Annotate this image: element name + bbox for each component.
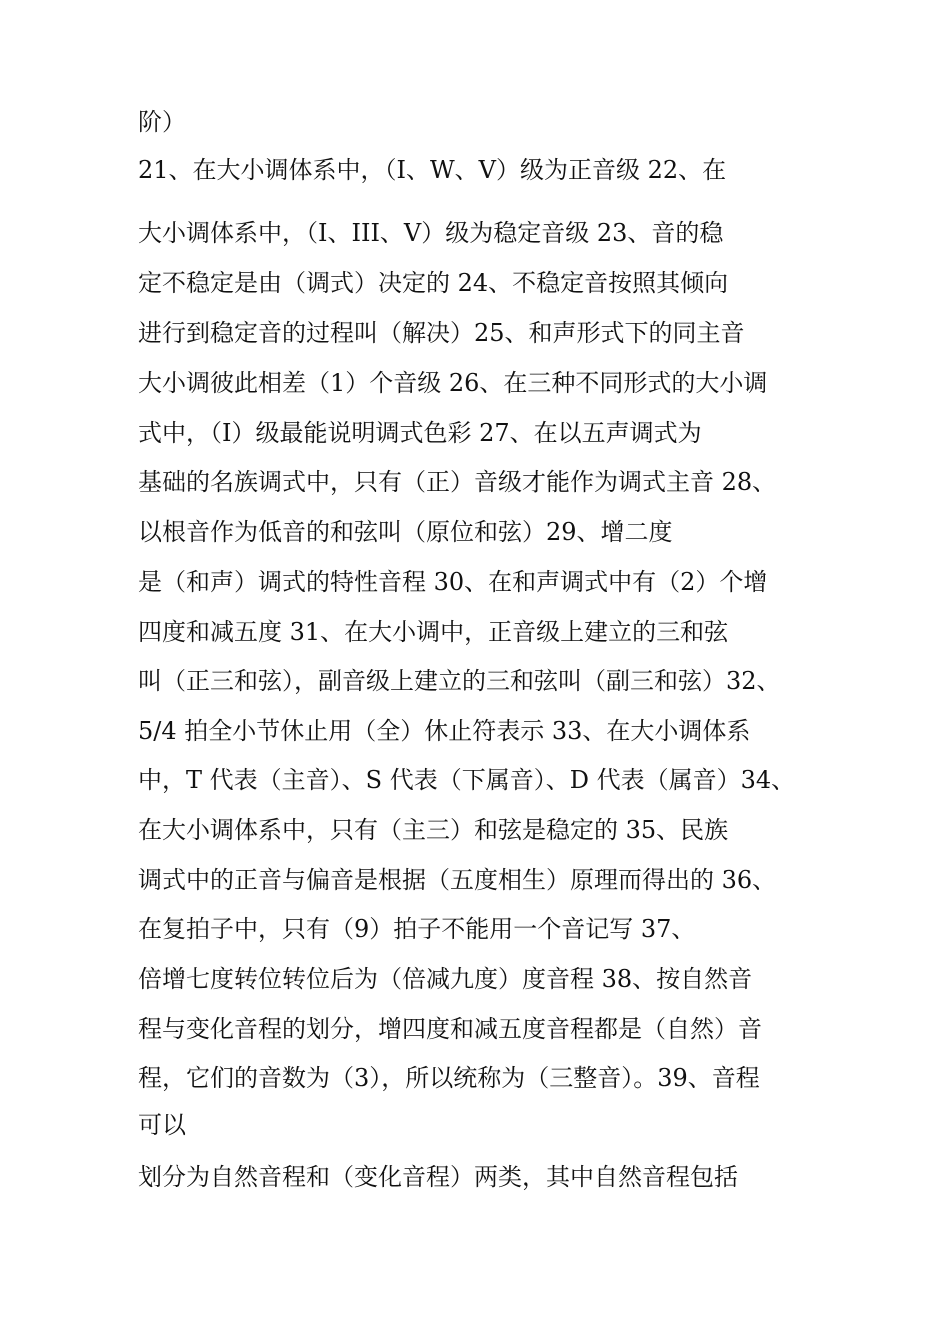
text-line: 程，它们的音数为（3），所以统称为（三整音）。39、音程	[138, 1064, 760, 1092]
text-line: 可以	[138, 1111, 186, 1139]
text-line: 定不稳定是由（调式）决定的 24、不稳定音按照其倾向	[138, 269, 729, 297]
text-line: 划分为自然音程和（变化音程）两类，其中自然音程包括	[138, 1163, 738, 1191]
text-line: 中，T 代表（主音）、S 代表（下属音）、D 代表（属音）34、	[138, 766, 796, 794]
text-line: 阶）	[138, 108, 186, 136]
text-line: 在复拍子中，只有（9）拍子不能用一个音记写 37、	[138, 915, 696, 943]
text-line: 倍增七度转位转位后为（倍减九度）度音程 38、按自然音	[138, 965, 753, 993]
text-line: 基础的名族调式中，只有（正）音级才能作为调式主音 28、	[138, 468, 777, 496]
text-line: 叫（正三和弦），副音级上建立的三和弦叫（副三和弦）32、	[138, 667, 781, 695]
text-line: 进行到稳定音的过程叫（解决）25、和声形式下的同主音	[138, 319, 745, 347]
text-line: 在大小调体系中，只有（主三）和弦是稳定的 35、民族	[138, 816, 729, 844]
text-line: 四度和减五度 31、在大小调中，正音级上建立的三和弦	[138, 618, 729, 646]
text-line: 大小调体系中，（I、III、V）级为稳定音级 23、音的稳	[138, 219, 724, 247]
text-line: 是（和声）调式的特性音程 30、在和声调式中有（2）个增	[138, 568, 768, 596]
text-line: 5/4 拍全小节休止用（全）休止符表示 33、在大小调体系	[138, 717, 751, 745]
text-line: 程与变化音程的划分，增四度和减五度音程都是（自然）音	[138, 1015, 762, 1043]
text-line: 调式中的正音与偏音是根据（五度相生）原理而得出的 36、	[138, 866, 777, 894]
text-line: 以根音作为低音的和弦叫（原位和弦）29、增二度	[138, 518, 673, 546]
text-line: 21、在大小调体系中，（I、W、V）级为正音级 22、在	[138, 156, 727, 184]
text-line: 式中，（I）级最能说明调式色彩 27、在以五声调式为	[138, 419, 702, 447]
text-line: 大小调彼此相差（1）个音级 26、在三种不同形式的大小调	[138, 369, 768, 397]
